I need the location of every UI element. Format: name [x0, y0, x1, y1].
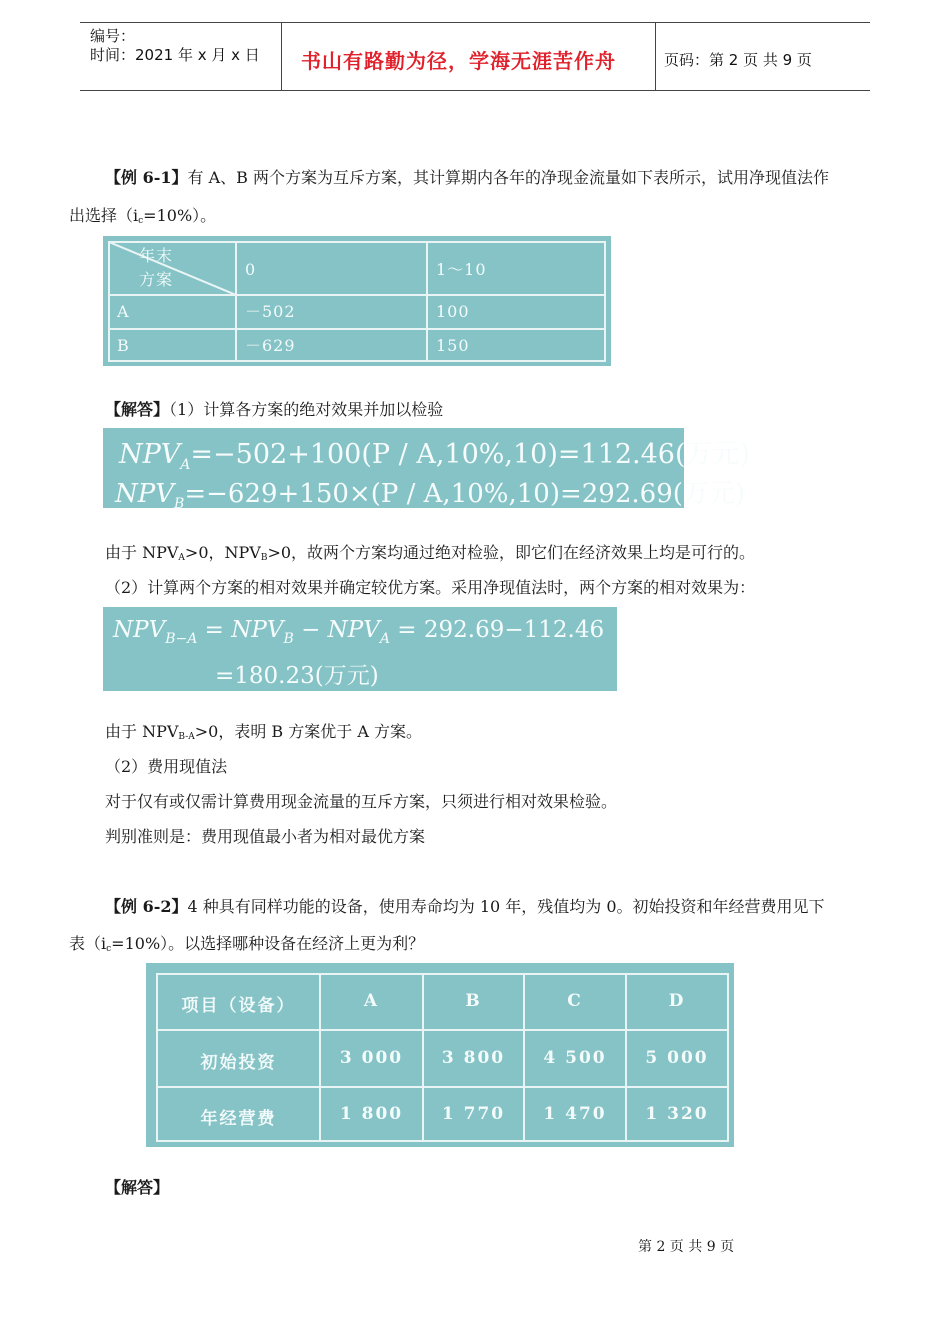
t2-rule [156, 1140, 729, 1142]
header-number-label: 编号： [90, 27, 136, 45]
method2-heading: （2）费用现值法 [105, 757, 228, 776]
header-motto: 书山有路勤为径，学海无涯苦作舟 [301, 49, 616, 73]
example1-text2-post: =10%）。 [143, 206, 217, 225]
header-bottom-rule [80, 90, 870, 91]
example1-title: 【例 6-1】 [105, 168, 188, 187]
formula-b-sub: B [174, 496, 185, 512]
example2-line1 [105, 897, 825, 917]
formula-c-sub2: B [283, 631, 294, 647]
t1-col-header: 0 [245, 260, 257, 279]
t2-cell: 1 470 [543, 1104, 607, 1124]
t1-corner-top: 年末 [139, 246, 174, 265]
note2-post: >0，表明 B 方案优于 A 方案。 [194, 722, 422, 741]
header-divider-right [655, 23, 656, 90]
t1-cell: 150 [436, 336, 470, 355]
example2-text2-pre: 表（i [69, 934, 107, 953]
t2-rule [156, 973, 729, 975]
t2-col-header: B [465, 991, 482, 1011]
t2-cell: 1 770 [441, 1104, 506, 1124]
t2-cell: 1 800 [339, 1104, 404, 1124]
t1-row-name: B [117, 336, 130, 355]
t2-cell: 3 800 [441, 1048, 506, 1068]
formula-npv-ba-result [215, 657, 379, 690]
t2-cell: 5 000 [645, 1048, 709, 1068]
note1-sub-a: A [178, 553, 185, 563]
formula-a-rhs: =−502+100(P / A,10%,10)=112.46(万元) [190, 439, 751, 470]
header-top-rule [80, 22, 870, 23]
example2-text1: 4 种具有同样功能的设备，使用寿命均为 10 年，残值均为 0。初始投资和年经营费用见下 [187, 897, 825, 916]
solution2-title: 【解答】 [105, 1178, 170, 1197]
formula-block-2 [103, 607, 617, 691]
formula-c-a: NPV [113, 617, 166, 643]
formula-c-line2: =180.23(万元) [215, 663, 379, 689]
formula-c-sub1: B−A [165, 631, 198, 647]
t2-rule [727, 973, 729, 1142]
note1-pre: 由于 NPV [105, 543, 179, 562]
example2-text2-post: =10%）。以选择哪种设备在经济上更为利？ [111, 934, 425, 953]
formula-c-sub3: A [379, 631, 390, 647]
t2-col-header: C [567, 991, 583, 1011]
t2-col-header: D [668, 991, 686, 1011]
formula-npv-b [115, 473, 745, 512]
t1-cell: 100 [436, 302, 470, 321]
solution1-title: 【解答】 [105, 400, 170, 419]
formula-c-d: = 292.69−112.46 [390, 617, 605, 643]
solution1-note1 [105, 543, 755, 568]
formula-npv-a [119, 432, 750, 473]
t2-row-label: 初始投资 [200, 1053, 277, 1073]
formula-b-lhs: NPV [115, 479, 175, 509]
t2-cell: 4 500 [543, 1048, 607, 1068]
example1-table [103, 236, 611, 366]
note1-mid: >0，NPV [184, 543, 261, 562]
formula-a-sub: A [180, 457, 191, 473]
t1-rule [108, 328, 606, 330]
page-footer: 第 2 页 共 9 页 [638, 1239, 735, 1255]
example2-title: 【例 6-2】 [105, 897, 188, 916]
example2-table [146, 963, 734, 1147]
solution1-step2: （2）计算两个方案的相对效果并确定较优方案。采用净现值法时，两个方案的相对效果为： [105, 578, 756, 597]
t2-cell: 1 320 [645, 1104, 709, 1124]
t1-rule [108, 360, 606, 362]
example1-line2 [69, 206, 216, 231]
t2-row-label: 年经营费 [200, 1109, 277, 1129]
t1-corner-bottom: 方案 [139, 270, 174, 289]
formula-c-c: − NPV [293, 617, 380, 643]
formula-a-lhs: NPV [119, 439, 181, 470]
header-divider-left [281, 23, 282, 90]
note1-post: >0，故两个方案均通过绝对检验，即它们在经济效果上均是可行的。 [267, 543, 756, 562]
example2-text2-sub: c [106, 944, 112, 954]
t2-rule [156, 1086, 729, 1088]
solution1-step1: （1）计算各方案的绝对效果并加以检验 [169, 400, 444, 419]
solution1-note2 [105, 722, 422, 747]
note2-pre: 由于 NPV [105, 722, 179, 741]
example2-line2 [69, 934, 424, 959]
example1-line1 [105, 168, 829, 188]
example1-text2-pre: 出选择（i [69, 206, 139, 225]
t1-rule [604, 241, 606, 362]
note2-sub: B-A [178, 732, 195, 742]
note1-sub-b: B [260, 553, 268, 563]
header-page-label: 页码：第 2 页 共 9 页 [664, 51, 812, 69]
t1-row-name: A [117, 302, 130, 321]
t1-col-header: 1～10 [436, 260, 487, 279]
t2-header-label: 项目（设备） [181, 996, 296, 1016]
header-time-label: 时间：2021 年 x 月 x 日 [90, 46, 260, 64]
t1-cell: －502 [245, 302, 296, 321]
t2-cell: 3 000 [339, 1048, 404, 1068]
example1-text2-sub: c [138, 216, 144, 226]
solution1-line [105, 400, 443, 420]
formula-c-b: = NPV [197, 617, 284, 643]
t2-rule [156, 1029, 729, 1031]
example1-text1: 有 A、B 两个方案为互斥方案，其计算期内各年的净现金流量如下表所示，试用净现值法作 [187, 168, 829, 187]
formula-npv-ba [113, 617, 604, 647]
t1-cell: －629 [245, 336, 296, 355]
t2-col-header: A [363, 991, 380, 1011]
method2-desc: 对于仅有或仅需计算费用现金流量的互斥方案，只须进行相对效果检验。 [105, 792, 618, 811]
formula-b-rhs: =−629+150×(P / A,10%,10)=292.69(万元) [184, 479, 746, 509]
criterion-text: 判别准则是：费用现值最小者为相对最优方案 [105, 827, 426, 846]
t1-rule [426, 241, 428, 362]
formula-block-1 [103, 428, 751, 512]
